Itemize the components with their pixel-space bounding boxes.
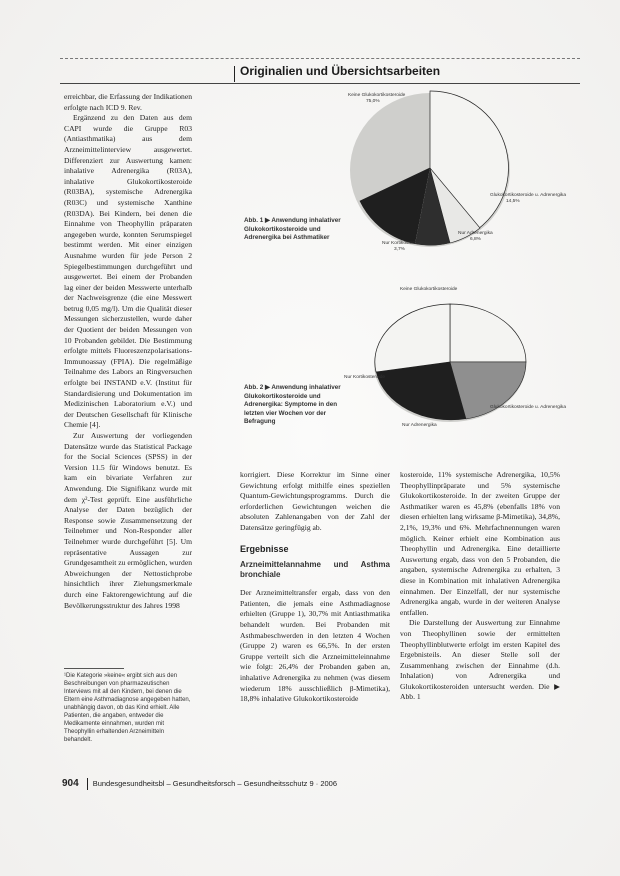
paragraph: Der Arzneimitteltransfer ergab, dass von den Patienten, die jemals eine Asthmadiagnose erhielten (Gruppe 1), 30,7% mit Antiasthmatika behandelt wurden. Bei Probanden mit Asthmabeschwerden in den letzten 4 Wochen (Gruppe 2) waren es 66,5%. In der ersten Gruppe verteilt sich die Arzneimitteleinnahme wie folgt: 26,4% der Probanden gaben an, inhalative Adrenergika zu nehmen (was diesem wiederum 18% ausschließlich β-Mimetika), 18,8% inhalative Glukokortikosteroide — [240, 588, 390, 704]
text-column-right — [400, 470, 560, 770]
figure-2-pie-chart — [340, 282, 566, 442]
text-column-left — [64, 92, 192, 662]
figure-1-caption-text: Anwendung inhalativer Glukokortikosteroide und Adrenergika bei Asthmatiker — [244, 217, 341, 242]
page-number: 904 — [62, 778, 79, 789]
header-rule-top — [60, 58, 580, 59]
figure-1-pie-chart — [330, 88, 566, 258]
pie2-label-top: Keine Glukokortikosteroide — [400, 287, 458, 292]
figure-2-label: Abb. 2 ▶ — [244, 384, 270, 391]
figure-1-caption — [244, 217, 344, 243]
pie2-label-bottom: Nur Adrenergika — [402, 423, 437, 428]
figure-1-label: Abb. 1 ▶ — [244, 217, 270, 224]
pie2-slice-none-left — [375, 304, 450, 372]
figure-2-caption-text: Anwendung inhalativer Glukokortikosteroide und Adrenergika: Symptome in den letzten vier Wochen vor der Befragung — [244, 384, 341, 426]
pie1-label-bottom-right: Nur Adrenergika — [458, 231, 493, 236]
pie1-label-bottom: Nur Kortikosteroide — [382, 241, 424, 246]
journal-citation: Bundesgesundheitsbl – Gesundheitsforsch – Gesundheitsschutz 9 · 2006 — [92, 779, 338, 788]
pie2-label-left: Nur Kortikosteroide — [344, 375, 386, 380]
figure-reference[interactable]: ▶ Abb. 1 — [400, 681, 560, 702]
footnote: ¹Die Kategorie »keine« ergibt sich aus den Beschreibungen von pharmazeutischen Interviews mit all den Kindern, bei denen die Eltern eine Asthmadiagnose angegeben hatten, unabhängig davon, ob das Kind erhielt. Alle Patienten, die angaben, entweder die Medikamente einnahmen, wurden mit Theophyllin erhaltenden Arzneimitteln behandelt. — [64, 673, 191, 743]
pie1-label-bottom-pct: 3,7% — [394, 247, 405, 252]
running-header: Originalien und Übersichtsarbeiten — [240, 64, 441, 78]
paragraph: erreichbar, die Erfassung der Indikationen erfolgte nach ICD 9. Rev. — [64, 92, 192, 112]
paragraph: kosteroide, 11% systemische Adrenergika, 10,5% Theophyllinpräparate und 5% systemische Glukokortikosteroide. In der zweiten Gruppe der Asthmatiker waren es 45,8% (ebenfalls 18% von diesen erhielten lang wirksame β-Mimetika), 34,8%, 2,1%, 19,3% und 6%. Mehrfachnennungen waren möglich. Keiner erhielt eine Kombination aus Theophyllin und Adrenergika. Eine detaillierte Auswertung ergab, dass von den 5 Probanden, die angaben, systemische Adrenergika zu erhalten, 3 diese in Kombination mit inhalativen Adrenergika einnahmen. Der Einzelfall, der nur systemische Adrenergika angab, wurde in der weiteren Analyse entfallen. — [400, 470, 560, 617]
section-heading: Ergebnisse — [240, 543, 289, 554]
pie1-label-bottom-right-pct: 6,8% — [470, 237, 481, 242]
pie2-slice-none — [450, 304, 526, 362]
subheading: Arzneimittelannahme und Asthma bronchiale — [240, 560, 390, 580]
pie1-label-top-pct: 75,0% — [366, 99, 380, 104]
pie1-label-top: Keine Glukokortikosteroide — [348, 93, 406, 98]
pie2-label-right: Glukokortikosteroide u. Adrenergika — [490, 405, 566, 410]
paragraph-text: Die Darstellung der Auswertung zur Einnahme von Theophyllinen sowie der ermittelten Theophyllinblutwerte erfolgt im ersten Kapitel des Ergebnisteils. An dieser Stelle soll der Zusammenhang zwischen der Einnahme (d.h. Inhalation) von Adrenergika und Glukokortikosteroiden untersucht werden. Die — [400, 618, 560, 691]
footer-divider — [87, 778, 88, 790]
pie1-label-right-pct: 14,5% — [506, 199, 520, 204]
paragraph: Zur Auswertung der vorliegenden Datensätze wurde das Statistical Package for the Social Sciences (SPSS) in der Version 11.5 für Windows benutzt. Es kam ein bivariate Verfahren zur Anwendung. Die Signifikanz wurde mit dem χ²-Test geprüft. Eine ausführliche Analyse der Daten bezüglich der Response sowie Zusammensetzung der Teilnehmer und Non-Responder aller Teilnehmer wurde durchgeführt [5]. Um repräsentative Aussagen zur Grundgesamtheit zu ermöglichen, wurden Abweichungen der Nettostichprobe hinsichtlich ihrer Ziehungsmerkmale durch eine Faktorengewichtung auf die Bevölkerungsstruktur des Jahres 1998 — [64, 431, 192, 610]
header-rule-bottom — [60, 83, 580, 84]
page-footer — [62, 778, 582, 790]
paragraph: korrigiert. Diese Korrektur im Sinne einer Gewichtung erfolgt mithilfe eines speziellen Quantum-Gewichtungsprogramms. Durch die erforderlichen Gewichtungen weichen die absoluten Zahlenangaben von der Zahl der Datensätze geringfügig ab. — [240, 470, 390, 532]
pie1-label-right: Glukokortikosteroide u. Adrenergika — [490, 193, 566, 198]
header-tick — [234, 66, 235, 82]
footnote-rule — [64, 668, 124, 669]
figure-2-caption — [244, 384, 346, 427]
paragraph — [400, 618, 560, 703]
paragraph: Ergänzend zu den Daten aus dem CAPI wurde die Gruppe R03 (Antiasthmatika) aus dem Arzneimittelinterview ausgewertet. Differenziert zur Auswertung kamen: inhalative Adrenergika (R03A), inhalative Glukokortikosteroide (R03BA), systemische Adrenergika (R03C) und systemische Xanthine (R03DA). Bei Kindern, bei denen die Einnahme von Theophyllin präparaten angegeben wurde, konnten Serumspiegel bestimmt werden. Mit einer einzigen Ausnahme wurden für jede Person 2 Spiegelbestimmungen durchgeführt und ausgewertet. Bei einem der Probanden lag einer der beiden Messwerte unterhalb der Nachweisgrenze (die eine Messwert betrug 0,05 mg/l). Um die Qualität dieser Messungen sicherzustellen, wurde daher der Quotient der beiden Messungen von 10 Probanden gebildet. Die Bestimmung erfolgte mittels Fluoreszenzpolarisations-Immunoassay (FPIA). Die regelmäßige Teilnahme des Labors an Ringversuchen erfolgte bei INSTAND e.V. (Institut für Standardisierung und Dokumentation im Medizinischen Laboratorium e.V.) und der Deutschen Gesellschaft für Klinische Chemie [4]. — [64, 113, 192, 430]
text-column-middle — [240, 470, 390, 770]
figure-reference-label: Abb. 1 — [400, 692, 421, 702]
